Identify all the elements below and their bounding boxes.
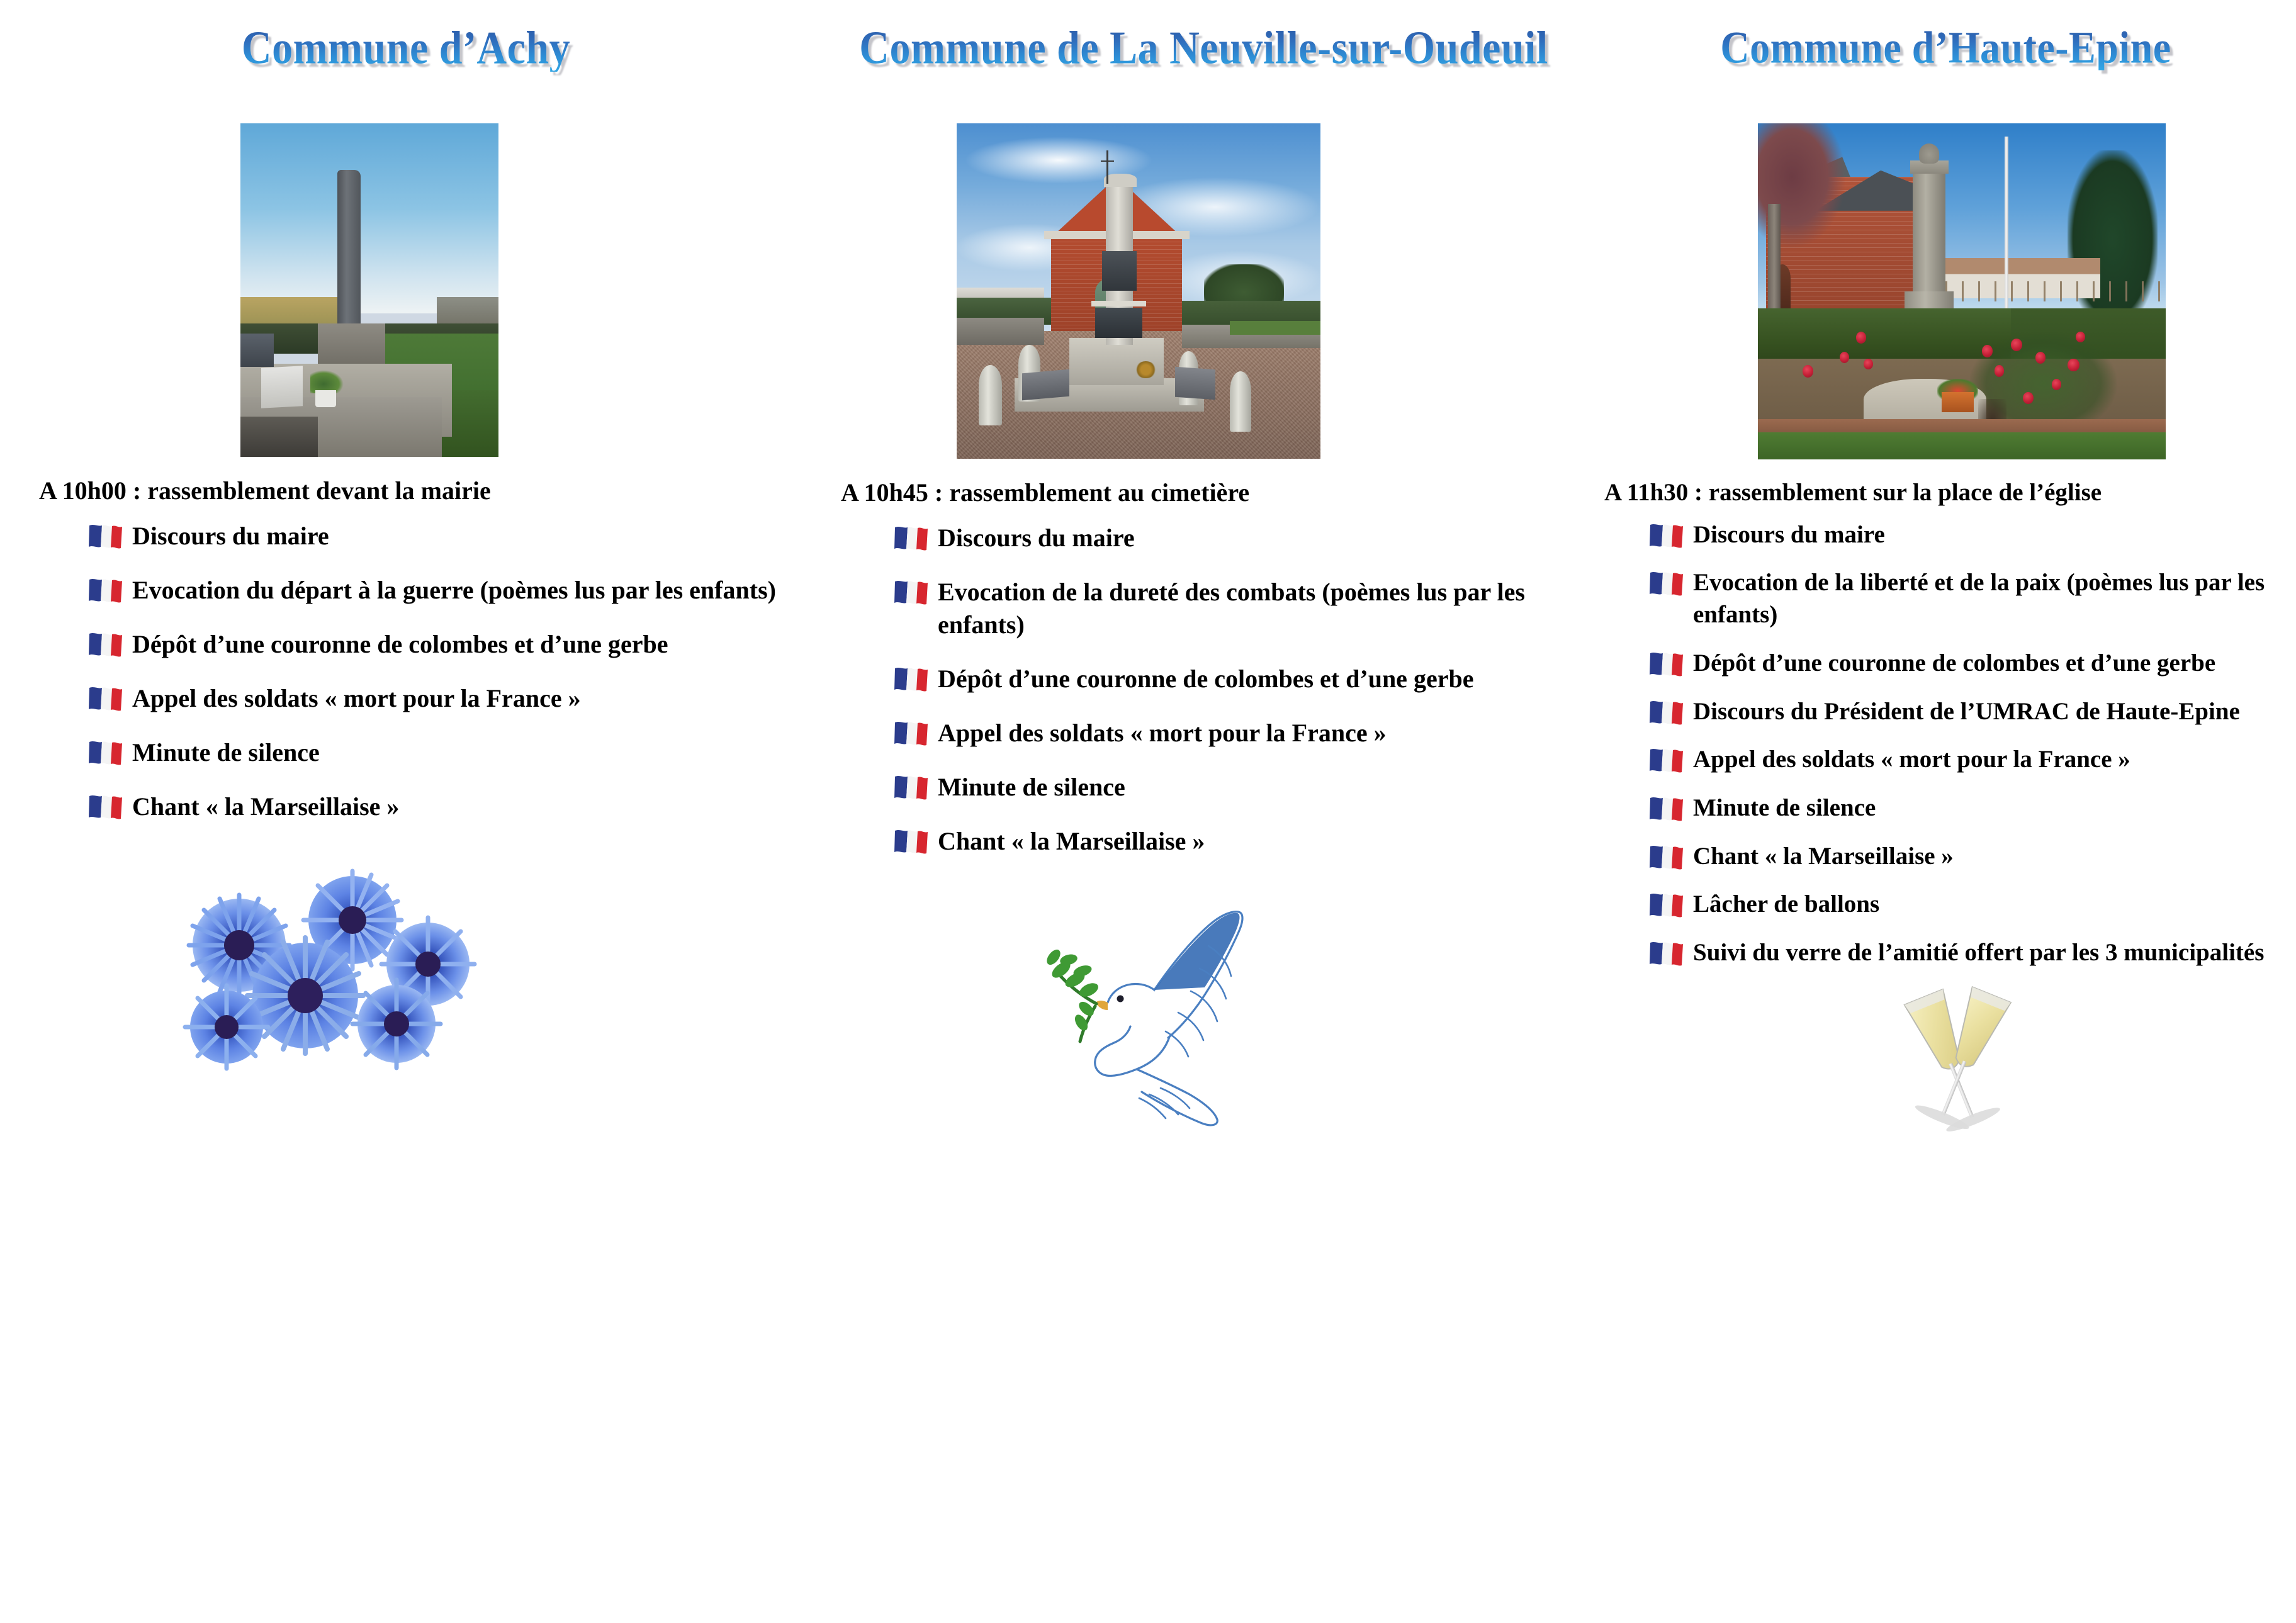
item-list-achy [0, 520, 812, 823]
obelisk-top [1104, 174, 1137, 187]
french-flag-icon [88, 524, 123, 549]
list-item-text: Evocation du départ à la guerre (poèmes lus par les enfants) [132, 576, 776, 604]
french-flag-icon [88, 578, 123, 603]
list-item [0, 628, 812, 661]
list-item [1595, 696, 2296, 728]
list-item-text: Dépôt d’une couronne de colombes et d’une gerbe [938, 665, 1474, 693]
memorial-obelisk [1913, 171, 1945, 305]
flagpole [2005, 137, 2008, 332]
cornflowers-decoration [164, 851, 491, 1084]
page-title-la-neuville-sur-oudeuil: Commune de La Neuville-sur-Oudeuil [859, 22, 1548, 74]
list-item-text: Dépôt d’une couronne de colombes et d’une gerbe [132, 630, 668, 658]
list-item [0, 790, 812, 823]
red-rose [1982, 345, 1993, 357]
french-flag-icon [894, 721, 929, 746]
french-flag-icon [894, 525, 929, 551]
grass-right [1230, 321, 1321, 334]
french-flag-icon [1649, 523, 1684, 548]
list-item [1595, 519, 2296, 551]
time-line-la-neuville-sur-oudeuil: A 10h45 : rassemblement au cimetière [841, 478, 1250, 507]
title-neuville-wrap [812, 22, 1595, 101]
french-flag-icon [88, 794, 123, 819]
artillery-shell [979, 365, 1003, 425]
list-item [1595, 567, 2296, 631]
item-list-haute-epine [1595, 519, 2296, 969]
list-item [812, 663, 1595, 695]
list-item-text: Discours du maire [132, 522, 329, 550]
peace-dove-decoration [1020, 908, 1284, 1135]
sky [240, 123, 498, 313]
fence [1929, 281, 2166, 301]
time-line-achy: A 10h00 : rassemblement devant la mairie [39, 476, 491, 505]
list-item-text: Appel des soldats « mort pour la France » [938, 719, 1387, 747]
list-item-text: Minute de silence [132, 738, 320, 767]
flower-pot [315, 390, 336, 407]
schedule-achy [0, 457, 812, 823]
list-item-text: Minute de silence [938, 773, 1125, 801]
list-item-text: Appel des soldats « mort pour la France » [132, 684, 581, 712]
schedule-la-neuville-sur-oudeuil [812, 459, 1595, 858]
list-item-text: Discours du Président de l’UMRAC de Haute-Epine [1693, 697, 2240, 725]
red-rose [1803, 365, 1813, 377]
list-item-text: Chant « la Marseillaise » [938, 827, 1205, 855]
cross-icon [1106, 150, 1108, 184]
foreground-shadow [240, 417, 318, 457]
list-item [0, 520, 812, 553]
list-item [1595, 889, 2296, 921]
memorial-plaque [261, 366, 303, 408]
list-item [812, 717, 1595, 750]
french-flag-icon [894, 666, 929, 692]
red-rose [1995, 365, 2005, 376]
list-item-text: Lâcher de ballons [1693, 890, 1880, 918]
grass [1758, 432, 2166, 459]
french-flag-icon [1649, 845, 1684, 870]
photo-monument-la-neuville-sur-oudeuil [957, 123, 1320, 459]
list-item-text: Discours du maire [1693, 520, 1885, 548]
french-flag-icon [894, 775, 929, 800]
list-item [0, 682, 812, 715]
list-item [812, 522, 1595, 554]
french-flag-icon [88, 740, 123, 765]
column-la-neuville-sur-oudeuil [812, 0, 1595, 1623]
champagne-glasses-decoration [1866, 986, 2055, 1174]
french-flag-icon [894, 580, 929, 605]
list-item [0, 736, 812, 769]
list-item-text: Chant « la Marseillaise » [132, 792, 400, 821]
photo-monument-achy [240, 123, 498, 457]
page-title-achy: Commune d’Achy [241, 22, 571, 74]
french-flag-icon [88, 686, 123, 711]
french-flag-icon [1649, 700, 1684, 725]
page-title-haute-epine: Commune d’Haute-Epine [1720, 22, 2171, 73]
list-item [1595, 648, 2296, 680]
french-flag-icon [1649, 748, 1684, 773]
list-item-text: Suivi du verre de l’amitié offert par les 3 municipalités [1693, 938, 2265, 966]
list-item [812, 825, 1595, 858]
list-item [812, 576, 1595, 641]
time-line-haute-epine: A 11h30 : rassemblement sur la place de l’église [1604, 479, 2102, 506]
list-item-text: Evocation de la dureté des combats (poèmes lus par les enfants) [938, 578, 1525, 639]
gravestone [240, 334, 274, 367]
red-rose [1864, 359, 1872, 369]
red-rose [2011, 339, 2022, 351]
column-haute-epine [1595, 0, 2296, 1623]
list-item [1595, 744, 2296, 776]
title-achy-wrap [0, 22, 812, 101]
list-item-text: Chant « la Marseillaise » [1693, 842, 1954, 870]
list-item [812, 771, 1595, 804]
list-item [0, 574, 812, 607]
graves-left [957, 318, 1044, 345]
memorial-plaque-lower [1095, 308, 1142, 338]
red-rose [2052, 379, 2062, 390]
list-item [1595, 792, 2296, 824]
french-flag-icon [1649, 941, 1684, 966]
list-item [1595, 937, 2296, 969]
memorial-monolith [337, 170, 361, 347]
cross-icon [1101, 160, 1114, 162]
french-flag-icon [1649, 651, 1684, 677]
tree-trunk [1768, 204, 1780, 325]
french-flag-icon [1649, 796, 1684, 821]
stone-block [1022, 369, 1069, 400]
list-item-text: Evocation de la liberté et de la paix (poèmes lus par les enfants) [1693, 569, 2265, 629]
list-item-text: Discours du maire [938, 524, 1135, 552]
list-item-text: Dépôt d’une couronne de colombes et d’une gerbe [1693, 649, 2216, 677]
memorial-plaque-upper [1102, 251, 1137, 291]
schedule-haute-epine [1595, 459, 2296, 969]
list-item-text: Appel des soldats « mort pour la France » [1693, 746, 2130, 773]
french-flag-icon [1649, 892, 1684, 918]
french-flag-icon [1649, 571, 1684, 596]
french-flag-icon [88, 632, 123, 657]
red-rose [2068, 359, 2079, 371]
photo-monument-haute-epine [1758, 123, 2166, 459]
artillery-shell [1230, 371, 1252, 432]
item-list-la-neuville-sur-oudeuil [812, 522, 1595, 858]
french-flag-icon [894, 829, 929, 854]
flower-pot [1942, 392, 1974, 412]
list-item [1595, 841, 2296, 873]
obelisk-finial [1919, 143, 1939, 164]
wreath [1135, 361, 1157, 378]
column-achy [0, 0, 812, 1623]
title-haute-epine-wrap [1595, 22, 2296, 101]
list-item-text: Minute de silence [1693, 794, 1876, 821]
ledge [1091, 301, 1146, 306]
red-rose [2076, 332, 2085, 342]
stone-block [1175, 367, 1215, 400]
